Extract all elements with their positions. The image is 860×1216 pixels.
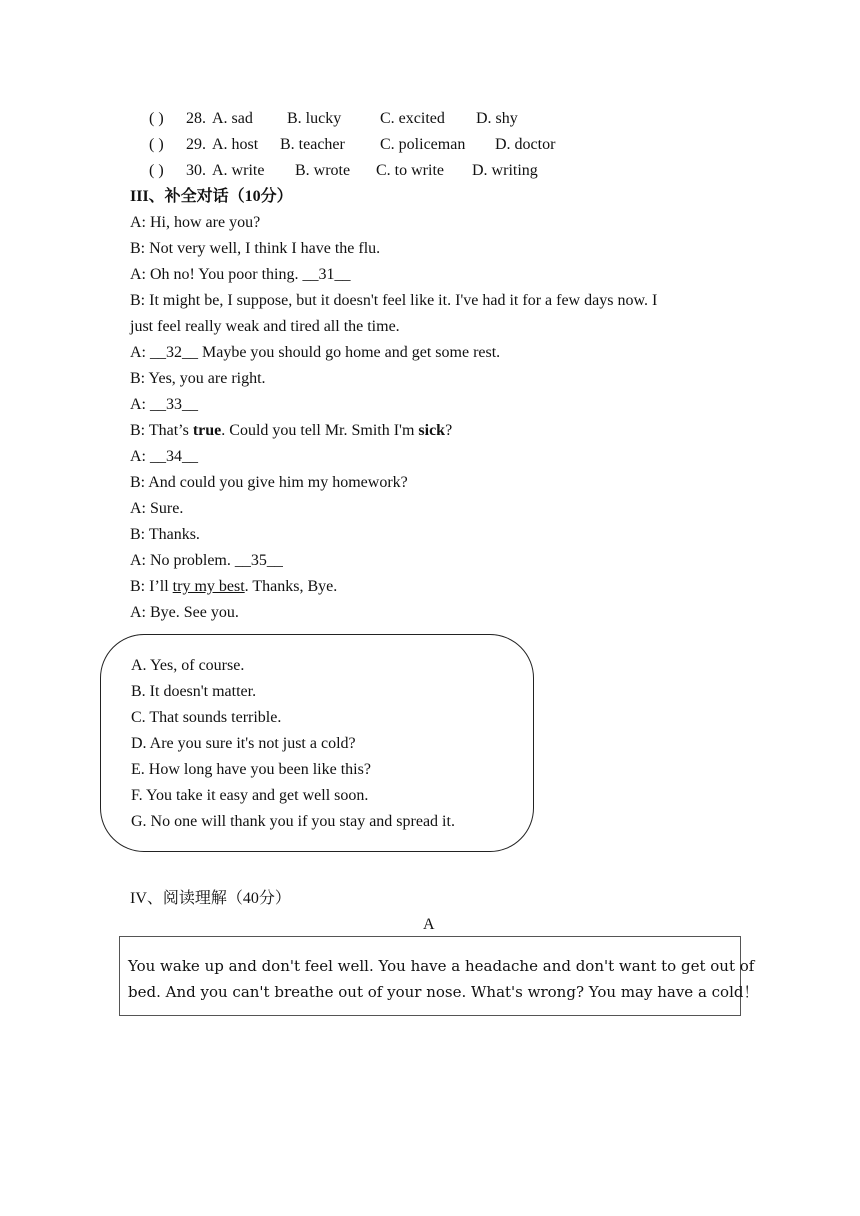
option-a: A. sad bbox=[212, 110, 253, 127]
option-item: D. Are you sure it's not just a cold? bbox=[131, 735, 356, 752]
question-number: 29. bbox=[186, 136, 206, 153]
answer-paren[interactable]: ( ) bbox=[149, 110, 164, 127]
dialogue-text: B: I’ll bbox=[130, 578, 173, 595]
dialogue-line: B: Yes, you are right. bbox=[130, 370, 266, 387]
option-item: F. You take it easy and get well soon. bbox=[131, 787, 369, 804]
question-30 bbox=[149, 158, 589, 184]
option-d: D. shy bbox=[476, 110, 518, 127]
bold-word: sick bbox=[418, 422, 446, 439]
option-item: E. How long have you been like this? bbox=[131, 761, 371, 778]
question-number: 30. bbox=[186, 162, 206, 179]
dialogue-text: . Could you tell Mr. Smith I'm bbox=[221, 422, 419, 439]
dialogue-line: just feel really weak and tired all the time. bbox=[130, 318, 400, 335]
option-item: G. No one will thank you if you stay and spread it. bbox=[131, 813, 455, 830]
dialogue-line bbox=[130, 574, 337, 600]
dialogue-text: B: That’s bbox=[130, 422, 193, 439]
dialogue-line: B: And could you give him my homework? bbox=[130, 474, 408, 491]
dialogue-line: A: No problem. __35__ bbox=[130, 552, 283, 569]
option-d: D. writing bbox=[472, 162, 538, 179]
option-b: B. lucky bbox=[287, 110, 342, 127]
dialogue-line bbox=[130, 418, 452, 444]
option-a: A. write bbox=[212, 162, 265, 179]
options-box bbox=[100, 634, 534, 852]
question-28 bbox=[149, 106, 589, 132]
dialogue-line: B: It might be, I suppose, but it doesn't feel like it. I've had it for a few days now. I bbox=[130, 292, 658, 309]
dialogue-text: ? bbox=[445, 422, 453, 439]
option-b: B. wrote bbox=[295, 162, 351, 179]
option-c: C. to write bbox=[376, 162, 444, 179]
answer-paren[interactable]: ( ) bbox=[149, 136, 164, 153]
dialogue-line: A: __32__ Maybe you should go home and get some rest. bbox=[130, 344, 501, 361]
passage-line: bed. And you can't breathe out of your nose. What's wrong? You may have a cold！ bbox=[128, 983, 759, 1001]
dialogue-line: B: Not very well, I think I have the flu. bbox=[130, 240, 381, 257]
underlined-phrase: try my best bbox=[172, 578, 245, 595]
passage-label: A bbox=[423, 916, 435, 933]
option-b: B. teacher bbox=[280, 136, 345, 153]
dialogue-line: A: Hi, how are you? bbox=[130, 214, 261, 231]
dialogue-line: B: Thanks. bbox=[130, 526, 200, 543]
question-29 bbox=[149, 132, 589, 158]
dialogue-line: A: __33__ bbox=[130, 396, 198, 413]
bold-word: true bbox=[192, 422, 222, 439]
option-c: C. excited bbox=[380, 110, 445, 127]
option-a: A. host bbox=[212, 136, 259, 153]
dialogue-line: A: Oh no! You poor thing. __31__ bbox=[130, 266, 351, 283]
option-c: C. policeman bbox=[380, 136, 466, 153]
dialogue-line: A: Bye. See you. bbox=[130, 604, 239, 621]
section-3-title: III、补全对话（10分） bbox=[130, 188, 293, 205]
dialogue-line: A: __34__ bbox=[130, 448, 198, 465]
option-d: D. doctor bbox=[495, 136, 556, 153]
option-item: A. Yes, of course. bbox=[131, 657, 245, 674]
dialogue-line: A: Sure. bbox=[130, 500, 184, 517]
reading-passage-box bbox=[119, 936, 759, 1016]
passage-line: You wake up and don't feel well. You have a headache and don't want to get out of bbox=[128, 957, 755, 975]
answer-paren[interactable]: ( ) bbox=[149, 162, 164, 179]
question-number: 28. bbox=[186, 110, 206, 127]
dialogue-text: . Thanks, Bye. bbox=[244, 578, 338, 595]
option-item: C. That sounds terrible. bbox=[131, 709, 282, 726]
section-4-title: IV、阅读理解（40分） bbox=[130, 890, 291, 907]
option-item: B. It doesn't matter. bbox=[131, 683, 257, 700]
